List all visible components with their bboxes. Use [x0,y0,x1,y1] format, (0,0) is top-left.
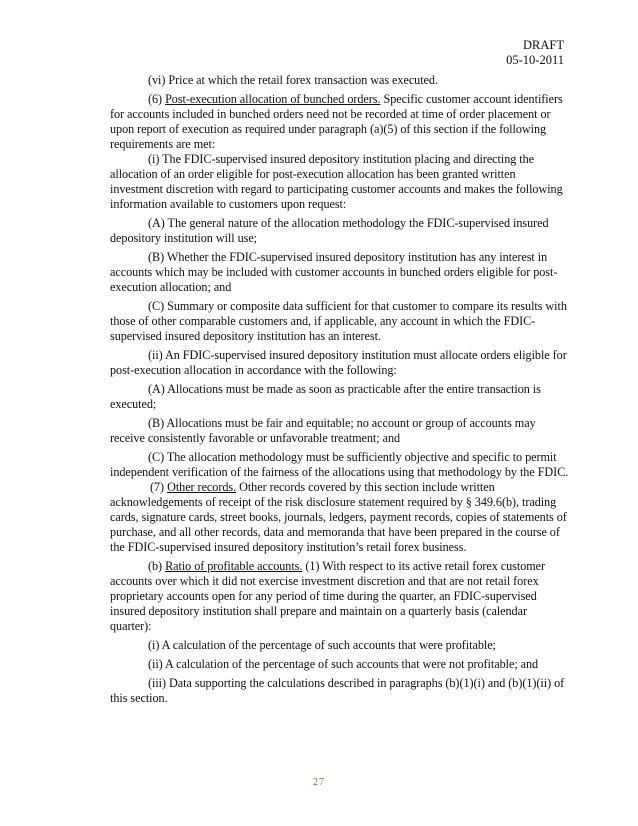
paragraph-text: (1) With respect to its active retail forex customer accounts over which it did not exercise investment discretion and that are not retail forex proprietary accounts open for any period of time during the quarter, an FDIC-supervised insured depository institution shall prepare and maintain on a quarterly basis (calendar quarter): [110,559,546,633]
document-body [110,73,570,706]
paragraph-C-summary-data: (C) Summary or composite data sufficient for that customer to compare its results with those of other comparable customers and, if applicable, any account in which the FDIC-supervised insured depository institution has an interest. [110,299,567,343]
paragraph-C-objective: (C) The allocation methodology must be sufficiently objective and specific to permit independent verification of the fairness of the allocations using that methodology by the FDIC. [110,450,569,479]
paragraph-A-practicable: (A) Allocations must be made as soon as practicable after the entire transaction is executed; [110,382,541,411]
page-number: 27 [313,777,325,788]
paragraph-6-post-execution [110,92,570,152]
paragraph-text: Specific customer account identifiers for accounts included in bunched orders need not be recorded at time of order placement or upon report of execution as required under paragraph (a)(5) of this section if the following requirements are met: [110,92,563,151]
paragraph-iii-data: (iii) Data supporting the calculations described in paragraphs (b)(1)(i) and (b)(1)(ii) of this section. [110,676,565,705]
paragraph-ii-not-profitable: (ii) A calculation of the percentage of such accounts that were not profitable; and [148,657,539,671]
paragraph-number: (7) [150,480,168,494]
section-heading-post-execution: Post-execution allocation of bunched orders. [165,92,381,106]
paragraph-b-ratio [110,559,570,634]
paragraph-B-fair: (B) Allocations must be fair and equitable; no account or group of accounts may receive consistently favorable or unfavorable treatment; and [110,416,536,445]
paragraph-B-interest: (B) Whether the FDIC-supervised insured depository institution has any interest in accounts which may be included with customer accounts in bunched orders eligible for post-execution allocation; and [110,250,558,294]
paragraph-vi-price: (vi) Price at which the retail forex transaction was executed. [148,73,438,87]
section-heading-other-records: Other records. [167,480,237,494]
paragraph-7-other-records [110,480,570,555]
draft-header [506,38,564,68]
draft-date: 05-10-2011 [506,53,564,67]
paragraph-text: Other records covered by this section include written acknowledgements of receipt of the risk disclosure statement required by § 349.6(b), trading cards, signature cards, street books, journals, ledgers, payment records, copies of statements of purchase, and all other records, data and memoranda that have been prepared in the course of the FDIC-supervised insured depository institution’s retail forex business. [110,480,567,554]
section-heading-ratio: Ratio of profitable accounts. [165,559,303,573]
paragraph-i-profitable: (i) A calculation of the percentage of such accounts that were profitable; [148,638,496,652]
paragraph-i-discretion: (i) The FDIC-supervised insured depository institution placing and directing the allocation of an order eligible for post-execution allocation has been granted written investment discretion with regard to participating customer accounts and makes the following information available to customers upon request: [110,152,563,211]
paragraph-number: (6) [148,92,166,106]
paragraph-ii-allocate: (ii) An FDIC-supervised insured depository institution must allocate orders eligible for post-execution allocation in accordance with the following: [110,348,567,377]
paragraph-number: (b) [148,559,166,573]
draft-label: DRAFT [523,38,564,52]
paragraph-A-methodology: (A) The general nature of the allocation methodology the FDIC-supervised insured depository institution will use; [110,216,549,245]
